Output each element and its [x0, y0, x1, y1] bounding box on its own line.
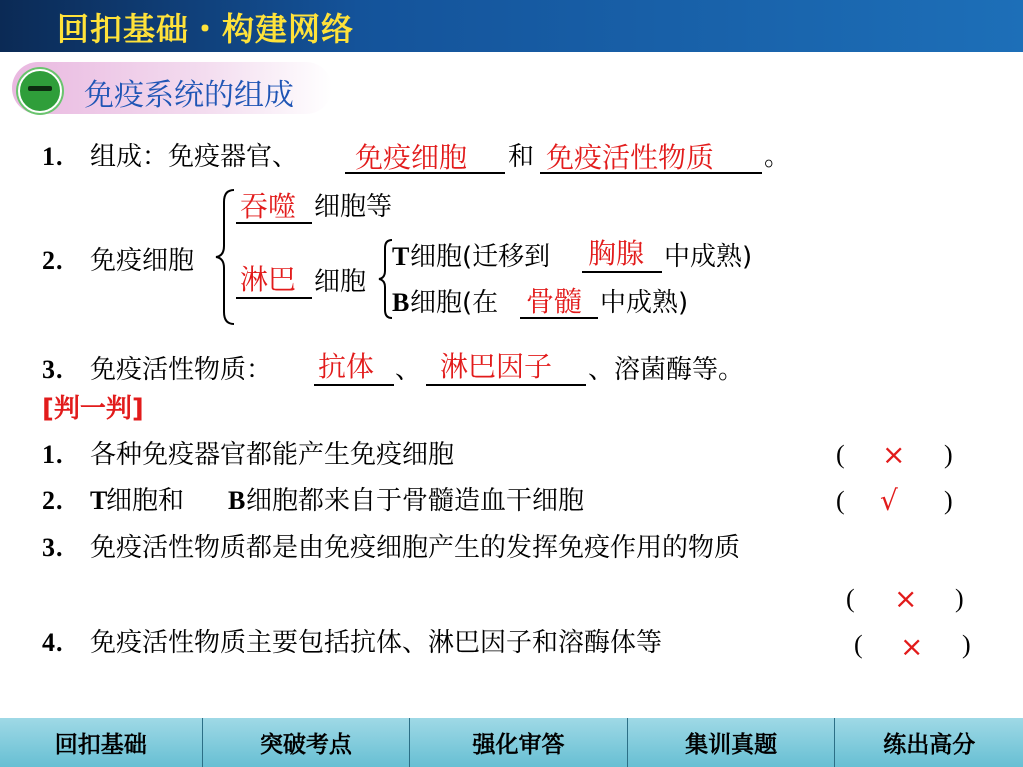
item2-label: 免疫细胞 [90, 246, 195, 276]
footer-tab-high-scores[interactable]: 练出高分 [834, 718, 1023, 767]
judge3-dot: . [56, 533, 63, 562]
judge3-open-paren: ( [846, 584, 855, 613]
judge1-dot: . [56, 440, 63, 469]
item2-answer-phagocyte: 吞噬 [240, 190, 297, 223]
item2-brace [214, 188, 236, 326]
judge2-number: 2 [42, 486, 55, 515]
item3-answer2: 淋巴因子 [440, 350, 553, 383]
item3-text-a: 免疫活性物质： [90, 355, 273, 385]
t-cell-answer: 胸腺 [588, 237, 645, 270]
item2-row1-text: 细胞等 [314, 192, 393, 222]
page-title: 回扣基础・构建网络 [57, 10, 355, 48]
t-cell-prefix: T [392, 242, 410, 271]
judge2-text-c: B [228, 486, 246, 515]
judge2-text-d: 细胞都来自于骨髓造血干细胞 [246, 486, 585, 516]
b-cell-prefix: B [392, 288, 410, 317]
judge3-number: 3 [42, 533, 55, 562]
t-cell-text-b: 中成熟) [664, 242, 753, 272]
judge3-text: 免疫活性物质都是由免疫细胞产生的发挥免疫作用的物质 [90, 533, 741, 563]
b-cell-answer: 骨髓 [526, 285, 583, 318]
judge2-close-paren: ) [944, 486, 953, 515]
section-number-dash [28, 86, 52, 91]
judge1-close-paren: ) [944, 440, 953, 469]
item1-answer1: 免疫细胞 [355, 141, 468, 174]
t-cell-text-a: 细胞(迁移到 [410, 242, 551, 272]
item3-sep: 、 [395, 355, 422, 385]
item3-text-b: 、溶菌酶等。 [588, 355, 745, 385]
judge4-dot: . [56, 628, 63, 657]
footer-tab-key-points[interactable]: 突破考点 [202, 718, 410, 767]
b-cell-text-a: 细胞(在 [410, 288, 499, 318]
item3-answer1: 抗体 [318, 350, 375, 383]
item3-number: 3 [42, 355, 55, 384]
item1-text-a: 组成：免疫器官、 [90, 142, 299, 172]
judge3-close-paren: ) [955, 584, 964, 613]
judge1-number: 1 [42, 440, 55, 469]
footer-nav [0, 718, 1023, 767]
judge1-open-paren: ( [836, 440, 845, 469]
item1-text-c: 。 [764, 142, 791, 172]
judge2-text-t: T [90, 486, 108, 515]
item1-text-b: 和 [508, 142, 535, 172]
section-number-icon [18, 69, 62, 113]
b-cell-text-b: 中成熟) [600, 288, 689, 318]
item2-number: 2 [42, 246, 55, 275]
item2-answer-lymph: 淋巴 [240, 263, 297, 296]
item1-dot: . [56, 142, 63, 171]
judge2-mark: √ [880, 484, 898, 517]
header-bar [0, 0, 1023, 52]
judge1-mark: × [882, 438, 906, 471]
judge2-text-b: 细胞和 [106, 486, 185, 516]
judge-heading: [判一判] [42, 394, 144, 424]
judge4-number: 4 [42, 628, 55, 657]
judge4-close-paren: ) [962, 630, 971, 659]
footer-tab-real-questions[interactable]: 集训真题 [627, 718, 835, 767]
item3-dot: . [56, 355, 63, 384]
judge4-mark: × [900, 630, 924, 663]
section-title: 免疫系统的组成 [84, 78, 294, 113]
judge4-text: 免疫活性物质主要包括抗体、淋巴因子和溶酶体等 [90, 628, 663, 658]
item1-answer2: 免疫活性物质 [546, 141, 715, 174]
judge4-open-paren: ( [854, 630, 863, 659]
judge3-mark: × [894, 582, 918, 615]
judge1-text: 各种免疫器官都能产生免疫细胞 [90, 440, 455, 470]
item1-number: 1 [42, 142, 55, 171]
item2-row2-text: 细胞 [314, 267, 367, 297]
judge2-open-paren: ( [836, 486, 845, 515]
item2-dot: . [56, 246, 63, 275]
footer-tab-review-basics[interactable]: 回扣基础 [54, 731, 147, 758]
judge2-dot: . [56, 486, 63, 515]
footer-tab-answer-skills[interactable]: 强化审答 [409, 718, 627, 767]
